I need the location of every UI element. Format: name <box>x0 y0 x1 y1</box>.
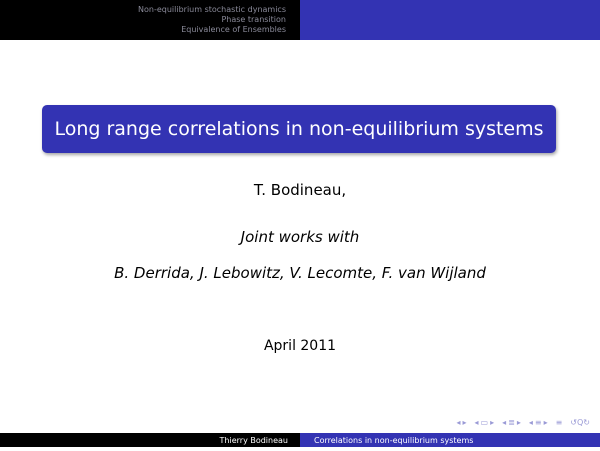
coauthors: B. Derrida, J. Lebowitz, V. Lecomte, F. van Wijland <box>114 264 486 282</box>
subsection-right-icon[interactable]: ▸ <box>543 418 548 427</box>
footer-short-title: Correlations in non-equilibrium systems <box>314 435 474 445</box>
section-right-icon[interactable]: ▸ <box>516 418 521 427</box>
title-block <box>42 105 556 153</box>
section-link-nonequilibrium[interactable]: Non-equilibrium stochastic dynamics <box>138 5 286 14</box>
section-icon: ≣ <box>508 418 515 427</box>
headline-blue-block <box>300 0 600 40</box>
section-navigation <box>0 0 300 40</box>
section-link-equivalence[interactable]: Equivalence of Ensembles <box>181 25 286 34</box>
search-icon[interactable]: ↺Q↻ <box>570 418 590 427</box>
frame-left-icon[interactable]: ◂ <box>474 418 479 427</box>
navigation-symbols <box>457 417 591 429</box>
slide-title: Long range correlations in non-equilibrium systems <box>54 118 544 140</box>
subsection-icon: ≡ <box>534 418 542 427</box>
footer-author: Thierry Bodineau <box>219 435 288 445</box>
date: April 2011 <box>263 338 337 354</box>
headline-bar <box>0 0 600 40</box>
arrow-right-icon[interactable]: ▸ <box>462 418 467 427</box>
author: T. Bodineau, <box>253 181 347 199</box>
joint-works-label: Joint works with <box>240 228 360 246</box>
footer-author-block <box>0 433 300 447</box>
subsection-left-icon[interactable]: ◂ <box>528 418 533 427</box>
footline-bar <box>0 433 600 447</box>
section-left-icon[interactable]: ◂ <box>502 418 507 427</box>
frame-right-icon[interactable]: ▸ <box>490 418 495 427</box>
align-icon[interactable]: ≡ <box>555 418 563 427</box>
section-link-phase-transition[interactable]: Phase transition <box>221 15 286 24</box>
arrow-left-icon[interactable]: ◂ <box>456 418 461 427</box>
frame-icon: ▭ <box>480 418 489 427</box>
footer-title-block <box>300 433 600 447</box>
